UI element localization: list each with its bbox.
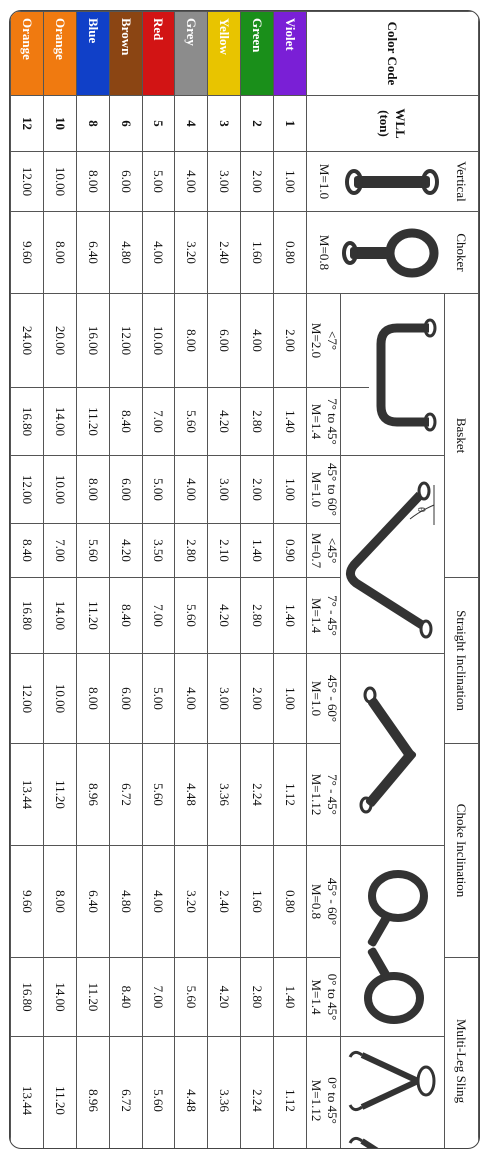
value-cell: 6.72: [109, 744, 142, 846]
angle-basket-c-label: 45° to 60°: [324, 462, 340, 516]
value-cell: 4.00: [241, 294, 274, 388]
factor-basket-c: M=1.0: [308, 471, 324, 508]
value-cell: 16.80: [11, 958, 44, 1037]
wll-cell: 3: [208, 96, 241, 152]
color-code-cell: Brown: [109, 12, 142, 96]
value-cell: 12.00: [109, 294, 142, 388]
angle-choke-b-label: 45° - 60°: [324, 877, 340, 926]
value-cell: 4.48: [175, 1037, 208, 1149]
value-cell: 4.00: [142, 846, 175, 958]
value-cell: 1.12: [274, 744, 307, 846]
value-cell: 8.40: [109, 958, 142, 1037]
color-code-cell: Red: [142, 12, 175, 96]
value-cell: 20.00: [43, 294, 76, 388]
wll-header-unit: (ton): [377, 110, 393, 137]
value-cell: 6.00: [109, 654, 142, 744]
value-cell: 1.40: [241, 524, 274, 578]
group-header-row: [444, 12, 478, 1150]
value-cell: 14.00: [43, 388, 76, 456]
value-cell: 2.80: [241, 388, 274, 456]
value-cell: 4.80: [109, 212, 142, 294]
table-row: [76, 12, 109, 1150]
factor-row: [306, 12, 340, 1150]
factor-choker: M=0.8: [306, 212, 340, 294]
value-cell: 7.00: [142, 578, 175, 654]
angle-multi-a: [306, 958, 340, 1037]
multi-leg-icon: [341, 1037, 445, 1149]
value-cell: 2.10: [208, 524, 241, 578]
angle-choke-b: [306, 846, 340, 958]
data-rows: [11, 12, 307, 1150]
value-cell: 0.90: [274, 524, 307, 578]
value-cell: 2.24: [241, 1037, 274, 1149]
straight-inclination-header: Straight Inclination: [444, 578, 478, 744]
value-cell: 6.00: [208, 294, 241, 388]
value-cell: 8.96: [76, 1037, 109, 1149]
vertical-header: Vertical: [444, 152, 478, 212]
value-cell: 3.20: [175, 846, 208, 958]
value-cell: 6.40: [76, 212, 109, 294]
value-cell: 7.00: [142, 388, 175, 456]
factor-choke-b: M=0.8: [308, 883, 324, 920]
value-cell: 4.00: [175, 456, 208, 524]
angle-basket-d: [306, 524, 340, 578]
wll-cell: 2: [241, 96, 274, 152]
value-cell: 2.00: [241, 654, 274, 744]
value-cell: 12.00: [11, 654, 44, 744]
value-cell: 7.00: [142, 958, 175, 1037]
value-cell: 11.20: [76, 388, 109, 456]
wll-cell: 6: [109, 96, 142, 152]
value-cell: 11.20: [76, 578, 109, 654]
value-cell: 8.00: [43, 846, 76, 958]
angle-basket-d-label: <45°: [324, 537, 340, 564]
value-cell: 12.00: [11, 152, 44, 212]
value-cell: 14.00: [43, 958, 76, 1037]
value-cell: 1.40: [274, 578, 307, 654]
angle-basket-a: [306, 294, 340, 388]
angle-multi-b: [306, 1037, 340, 1149]
value-cell: 8.40: [109, 388, 142, 456]
value-cell: 4.20: [109, 524, 142, 578]
value-cell: 3.20: [175, 212, 208, 294]
value-cell: 5.00: [142, 152, 175, 212]
color-code-cell: Yellow: [208, 12, 241, 96]
factor-basket-a: M=2.0: [308, 322, 324, 359]
angle-basket-b: [306, 388, 340, 456]
value-cell: 3.36: [208, 1037, 241, 1149]
value-cell: 10.00: [43, 152, 76, 212]
value-cell: 1.00: [274, 152, 307, 212]
angle-straight-b: [306, 654, 340, 744]
table-row: [274, 12, 307, 1150]
value-cell: 2.24: [241, 744, 274, 846]
value-cell: 2.80: [241, 578, 274, 654]
value-cell: 5.00: [142, 456, 175, 524]
value-cell: 5.60: [76, 524, 109, 578]
wll-cell: 1: [274, 96, 307, 152]
color-code-header: Color Code: [306, 12, 478, 96]
value-cell: 16.00: [76, 294, 109, 388]
value-cell: 6.00: [109, 152, 142, 212]
value-cell: 5.60: [175, 958, 208, 1037]
value-cell: 3.00: [208, 456, 241, 524]
angle-straight-a-label: 7° - 45°: [324, 595, 340, 636]
value-cell: 2.40: [208, 846, 241, 958]
color-code-cell: Violet: [274, 12, 307, 96]
value-cell: 2.40: [208, 212, 241, 294]
basket-u-icon-cont: [341, 294, 369, 388]
value-cell: 8.00: [76, 152, 109, 212]
angle-basket-b-label: 7° to 45°: [324, 398, 340, 445]
table-row: [142, 12, 175, 1150]
rotated-table-wrapper: [10, 11, 479, 1148]
value-cell: 5.60: [175, 388, 208, 456]
wll-cell: 10: [43, 96, 76, 152]
choker-sling-icon: [341, 212, 445, 294]
factor-straight-b: M=1.0: [308, 680, 324, 717]
value-cell: 4.20: [208, 578, 241, 654]
value-cell: 5.60: [142, 1037, 175, 1149]
factor-basket-b: M=1.4: [308, 403, 324, 440]
angle-straight-b-label: 45° - 60°: [324, 674, 340, 723]
value-cell: 1.12: [274, 1037, 307, 1149]
value-cell: 24.00: [11, 294, 44, 388]
value-cell: 1.40: [274, 958, 307, 1037]
value-cell: 16.80: [11, 578, 44, 654]
wll-header-label: WLL: [393, 108, 409, 139]
chart-frame: [9, 10, 480, 1149]
value-cell: 9.60: [11, 212, 44, 294]
value-cell: 10.00: [43, 456, 76, 524]
choke-inclination-icon: [341, 846, 445, 1037]
value-cell: 4.80: [109, 846, 142, 958]
value-cell: 5.60: [142, 744, 175, 846]
value-cell: 4.20: [208, 958, 241, 1037]
value-cell: 10.00: [142, 294, 175, 388]
wll-cell: 4: [175, 96, 208, 152]
value-cell: 5.60: [175, 578, 208, 654]
value-cell: 3.00: [208, 654, 241, 744]
value-cell: 8.96: [76, 744, 109, 846]
value-cell: 8.00: [76, 654, 109, 744]
value-cell: 3.50: [142, 524, 175, 578]
value-cell: 1.00: [274, 456, 307, 524]
factor-multi-b: M=1.12: [308, 1079, 324, 1122]
value-cell: 12.00: [11, 456, 44, 524]
value-cell: 5.00: [142, 654, 175, 744]
value-cell: 13.44: [11, 744, 44, 846]
table-row: [11, 12, 44, 1150]
value-cell: 9.60: [11, 846, 44, 958]
value-cell: 7.00: [43, 524, 76, 578]
value-cell: 13.44: [11, 1037, 44, 1149]
table-row: [109, 12, 142, 1150]
wll-header: [306, 96, 478, 152]
value-cell: 8.40: [11, 524, 44, 578]
value-cell: 10.00: [43, 654, 76, 744]
value-cell: 0.80: [274, 212, 307, 294]
value-cell: 8.00: [76, 456, 109, 524]
value-cell: 2.80: [175, 524, 208, 578]
color-code-cell: Orange: [43, 12, 76, 96]
value-cell: 4.00: [175, 654, 208, 744]
straight-inclination-icon: [341, 654, 445, 846]
color-code-cell: Green: [241, 12, 274, 96]
factor-vertical: M=1.0: [306, 152, 340, 212]
value-cell: 4.00: [175, 152, 208, 212]
multi-leg-header: Multi-Leg Sling: [444, 958, 478, 1149]
value-cell: 4.48: [175, 744, 208, 846]
table-row: [43, 12, 76, 1150]
basket-header: Basket: [444, 294, 478, 578]
value-cell: 1.00: [274, 654, 307, 744]
angle-multi-b-label: 0° to 45°: [324, 1077, 340, 1124]
factor-choke-a: M=1.12: [308, 773, 324, 816]
table-row: [241, 12, 274, 1150]
value-cell: 2.00: [274, 294, 307, 388]
basket-triangle-icon: [341, 456, 445, 654]
value-cell: 16.80: [11, 388, 44, 456]
basket-u-icon-cont2: [341, 388, 369, 456]
wll-cell: 5: [142, 96, 175, 152]
value-cell: 4.00: [142, 212, 175, 294]
angle-basket-c: [306, 456, 340, 524]
value-cell: 14.00: [43, 578, 76, 654]
angle-basket-a-label: <7°: [324, 330, 340, 351]
angle-choke-a: [306, 744, 340, 846]
value-cell: 2.00: [241, 456, 274, 524]
factor-multi-a: M=1.4: [308, 979, 324, 1015]
value-cell: 8.00: [43, 212, 76, 294]
factor-straight-a: M=1.4: [308, 597, 324, 634]
value-cell: 6.00: [109, 456, 142, 524]
value-cell: 3.00: [208, 152, 241, 212]
color-code-cell: Blue: [76, 12, 109, 96]
value-cell: 1.60: [241, 846, 274, 958]
table-row: [175, 12, 208, 1150]
angle-straight-a: [306, 578, 340, 654]
angle-choke-a-label: 7° - 45°: [324, 774, 340, 815]
icon-row: [369, 12, 445, 1150]
value-cell: 6.72: [109, 1037, 142, 1149]
color-code-cell: Grey: [175, 12, 208, 96]
value-cell: 1.40: [274, 388, 307, 456]
table-row: [208, 12, 241, 1150]
angle-multi-a-label: 0° to 45°: [324, 973, 340, 1021]
wll-cell: 8: [76, 96, 109, 152]
value-cell: 8.00: [175, 294, 208, 388]
value-cell: 8.40: [109, 578, 142, 654]
value-cell: 1.60: [241, 212, 274, 294]
choker-header: Choker: [444, 212, 478, 294]
value-cell: 0.80: [274, 846, 307, 958]
vertical-sling-icon: [341, 152, 445, 212]
value-cell: 2.80: [241, 958, 274, 1037]
value-cell: 11.20: [43, 1037, 76, 1149]
value-cell: 11.20: [76, 958, 109, 1037]
value-cell: 4.20: [208, 388, 241, 456]
value-cell: 6.40: [76, 846, 109, 958]
basket-angle-label: θ: [415, 506, 428, 512]
wll-cell: 12: [11, 96, 44, 152]
sling-load-table: [10, 11, 479, 1149]
value-cell: 2.00: [241, 152, 274, 212]
value-cell: 3.36: [208, 744, 241, 846]
value-cell: 11.20: [43, 744, 76, 846]
color-code-cell: Orange: [11, 12, 44, 96]
choke-inclination-header: Choke Inclination: [444, 744, 478, 958]
factor-basket-d: M=0.7: [308, 532, 324, 569]
basket-u-icon: [369, 294, 445, 456]
